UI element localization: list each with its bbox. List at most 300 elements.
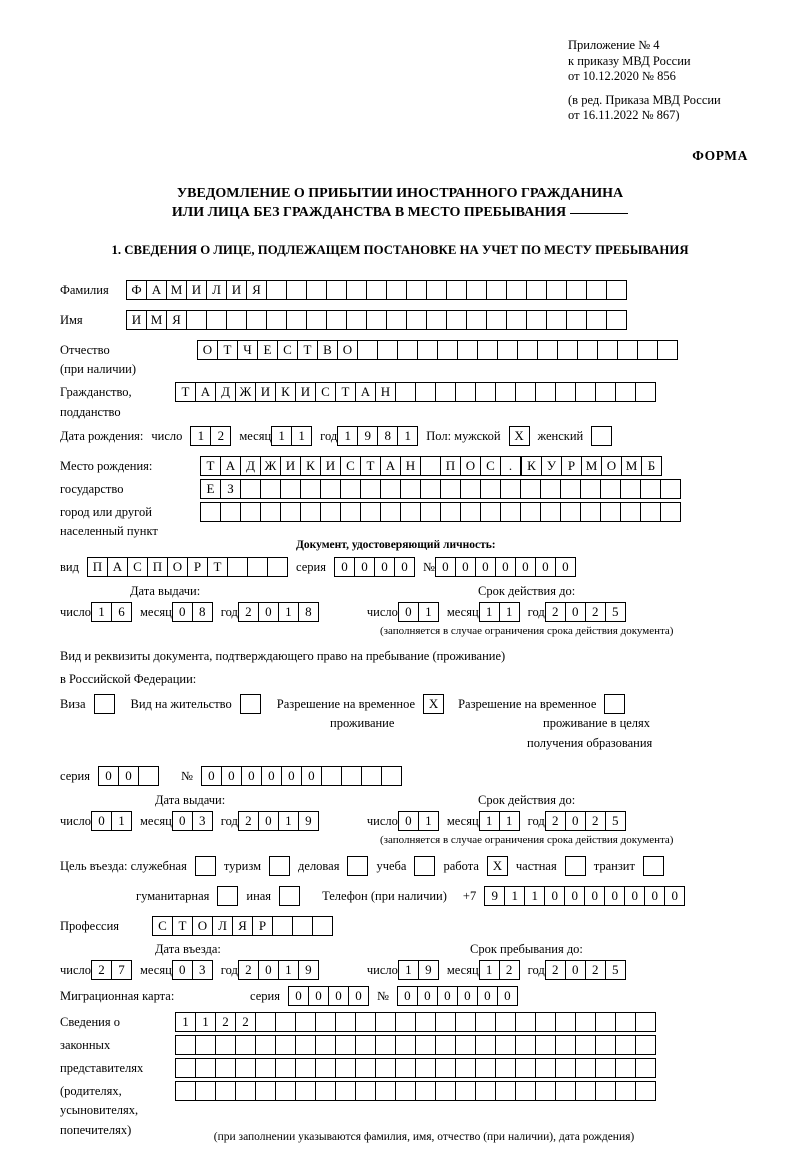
profession-boxes[interactable] — [152, 916, 333, 936]
residence-permit-checkbox[interactable] — [240, 694, 261, 714]
char-box[interactable]: Р — [187, 557, 208, 577]
char-box[interactable]: Я — [232, 916, 253, 936]
birthplace-city-boxes-row3[interactable] — [200, 502, 681, 522]
char-box[interactable]: 0 — [584, 886, 605, 906]
char-box[interactable] — [417, 340, 438, 360]
char-box[interactable]: 2 — [585, 602, 606, 622]
char-box[interactable] — [455, 1035, 476, 1055]
char-box[interactable]: 0 — [354, 557, 375, 577]
char-box[interactable] — [275, 1035, 296, 1055]
char-box[interactable] — [380, 479, 401, 499]
char-box[interactable] — [340, 502, 361, 522]
char-box[interactable]: Т — [217, 340, 238, 360]
char-box[interactable]: О — [337, 340, 358, 360]
char-box[interactable] — [437, 340, 458, 360]
char-box[interactable] — [300, 479, 321, 499]
char-box[interactable]: 0 — [301, 766, 322, 786]
purpose-tourism-checkbox[interactable] — [269, 856, 290, 876]
char-box[interactable]: Р — [561, 456, 582, 476]
migration-card-number-boxes[interactable] — [397, 986, 518, 1006]
char-box[interactable]: 0 — [394, 557, 415, 577]
char-box[interactable]: 1 — [337, 426, 358, 446]
char-box[interactable]: Ж — [235, 382, 256, 402]
char-box[interactable] — [637, 340, 658, 360]
char-box[interactable]: 0 — [664, 886, 685, 906]
char-box[interactable] — [600, 479, 621, 499]
char-box[interactable]: 0 — [374, 557, 395, 577]
char-box[interactable]: А — [355, 382, 376, 402]
char-box[interactable]: 9 — [298, 811, 319, 831]
char-box[interactable] — [426, 310, 447, 330]
char-box[interactable] — [215, 1035, 236, 1055]
char-box[interactable]: 0 — [172, 811, 193, 831]
char-box[interactable]: Т — [335, 382, 356, 402]
char-box[interactable] — [580, 502, 601, 522]
char-box[interactable]: Ф — [126, 280, 147, 300]
char-box[interactable]: 1 — [418, 811, 439, 831]
char-box[interactable]: 0 — [241, 766, 262, 786]
char-box[interactable]: С — [127, 557, 148, 577]
char-box[interactable]: 0 — [644, 886, 665, 906]
char-box[interactable] — [620, 479, 641, 499]
char-box[interactable] — [595, 1035, 616, 1055]
char-box[interactable] — [366, 310, 387, 330]
char-box[interactable] — [560, 502, 581, 522]
char-box[interactable] — [615, 382, 636, 402]
char-box[interactable] — [635, 1035, 656, 1055]
char-box[interactable] — [600, 502, 621, 522]
char-box[interactable]: 2 — [585, 811, 606, 831]
char-box[interactable]: 0 — [398, 602, 419, 622]
char-box[interactable] — [406, 310, 427, 330]
purpose-humanitarian-checkbox[interactable] — [217, 886, 238, 906]
char-box[interactable] — [440, 502, 461, 522]
char-box[interactable] — [475, 1012, 496, 1032]
char-box[interactable] — [247, 557, 268, 577]
char-box[interactable]: 2 — [210, 426, 231, 446]
purpose-official-checkbox[interactable] — [195, 856, 216, 876]
char-box[interactable]: О — [460, 456, 481, 476]
char-box[interactable] — [360, 502, 381, 522]
char-box[interactable]: 0 — [475, 557, 496, 577]
phone-boxes[interactable] — [484, 886, 685, 906]
char-box[interactable]: М — [581, 456, 602, 476]
char-box[interactable] — [500, 479, 521, 499]
sex-female-checkbox[interactable] — [591, 426, 612, 446]
char-box[interactable] — [537, 340, 558, 360]
char-box[interactable] — [415, 1081, 436, 1101]
char-box[interactable] — [555, 382, 576, 402]
char-box[interactable]: 0 — [348, 986, 369, 1006]
doc-series-boxes[interactable] — [334, 557, 415, 577]
char-box[interactable] — [517, 340, 538, 360]
char-box[interactable] — [355, 1035, 376, 1055]
char-box[interactable]: О — [167, 557, 188, 577]
char-box[interactable] — [321, 766, 342, 786]
char-box[interactable] — [195, 1081, 216, 1101]
char-box[interactable] — [400, 479, 421, 499]
char-box[interactable]: Т — [297, 340, 318, 360]
char-box[interactable]: Б — [641, 456, 662, 476]
char-box[interactable] — [506, 310, 527, 330]
char-box[interactable] — [420, 479, 441, 499]
char-box[interactable] — [615, 1012, 636, 1032]
purpose-business-checkbox[interactable] — [347, 856, 368, 876]
char-box[interactable] — [466, 310, 487, 330]
doc-valid-month-boxes[interactable] — [479, 602, 520, 622]
char-box[interactable]: 5 — [605, 960, 626, 980]
char-box[interactable]: И — [320, 456, 341, 476]
permit-issue-year-boxes[interactable] — [238, 811, 319, 831]
char-box[interactable]: 9 — [418, 960, 439, 980]
doc-valid-day-boxes[interactable] — [398, 602, 439, 622]
char-box[interactable] — [400, 502, 421, 522]
char-box[interactable] — [320, 479, 341, 499]
char-box[interactable] — [455, 382, 476, 402]
birth-day-boxes[interactable] — [190, 426, 231, 446]
char-box[interactable] — [477, 340, 498, 360]
char-box[interactable]: И — [295, 382, 316, 402]
char-box[interactable]: 0 — [565, 960, 586, 980]
char-box[interactable] — [566, 280, 587, 300]
char-box[interactable] — [340, 479, 361, 499]
char-box[interactable] — [460, 479, 481, 499]
char-box[interactable] — [435, 1035, 456, 1055]
char-box[interactable] — [406, 280, 427, 300]
char-box[interactable]: Я — [246, 280, 267, 300]
char-box[interactable] — [557, 340, 578, 360]
visa-checkbox[interactable] — [94, 694, 115, 714]
char-box[interactable]: М — [621, 456, 642, 476]
char-box[interactable] — [326, 280, 347, 300]
char-box[interactable]: 2 — [545, 602, 566, 622]
char-box[interactable]: 0 — [624, 886, 645, 906]
char-box[interactable]: 1 — [504, 886, 525, 906]
char-box[interactable]: Т — [207, 557, 228, 577]
permit-valid-day-boxes[interactable] — [398, 811, 439, 831]
char-box[interactable] — [455, 1058, 476, 1078]
char-box[interactable]: Д — [240, 456, 261, 476]
edu-residence-checkbox[interactable] — [604, 694, 625, 714]
char-box[interactable] — [395, 1035, 416, 1055]
char-box[interactable] — [615, 1081, 636, 1101]
char-box[interactable]: 0 — [258, 602, 279, 622]
birthplace-city-boxes-row1[interactable] — [521, 456, 662, 476]
char-box[interactable] — [526, 310, 547, 330]
char-box[interactable]: Т — [200, 456, 221, 476]
char-box[interactable] — [515, 1012, 536, 1032]
char-box[interactable]: 0 — [535, 557, 556, 577]
char-box[interactable]: 0 — [98, 766, 119, 786]
char-box[interactable]: Е — [200, 479, 221, 499]
purpose-work-checkbox[interactable]: X — [487, 856, 508, 876]
char-box[interactable] — [315, 1035, 336, 1055]
char-box[interactable]: О — [601, 456, 622, 476]
char-box[interactable] — [366, 280, 387, 300]
doc-issue-year-boxes[interactable] — [238, 602, 319, 622]
char-box[interactable] — [335, 1012, 356, 1032]
char-box[interactable] — [346, 310, 367, 330]
char-box[interactable] — [315, 1081, 336, 1101]
char-box[interactable] — [195, 1035, 216, 1055]
char-box[interactable] — [577, 340, 598, 360]
char-box[interactable]: Т — [172, 916, 193, 936]
char-box[interactable] — [535, 1081, 556, 1101]
char-box[interactable]: 1 — [291, 426, 312, 446]
char-box[interactable]: 1 — [190, 426, 211, 446]
char-box[interactable] — [312, 916, 333, 936]
char-box[interactable] — [615, 1058, 636, 1078]
char-box[interactable] — [520, 479, 541, 499]
char-box[interactable] — [266, 280, 287, 300]
char-box[interactable] — [635, 382, 656, 402]
entry-month-boxes[interactable] — [172, 960, 213, 980]
char-box[interactable] — [295, 1081, 316, 1101]
char-box[interactable] — [575, 1081, 596, 1101]
char-box[interactable]: 2 — [238, 960, 259, 980]
stay-year-boxes[interactable] — [545, 960, 626, 980]
char-box[interactable] — [375, 1081, 396, 1101]
permit-number-boxes[interactable] — [201, 766, 402, 786]
char-box[interactable] — [595, 1081, 616, 1101]
char-box[interactable]: 0 — [172, 960, 193, 980]
char-box[interactable] — [475, 1081, 496, 1101]
char-box[interactable] — [395, 1058, 416, 1078]
stay-month-boxes[interactable] — [479, 960, 520, 980]
char-box[interactable]: 8 — [298, 602, 319, 622]
char-box[interactable]: 1 — [271, 426, 292, 446]
char-box[interactable] — [295, 1035, 316, 1055]
char-box[interactable]: О — [197, 340, 218, 360]
char-box[interactable] — [595, 1012, 616, 1032]
char-box[interactable] — [495, 382, 516, 402]
char-box[interactable] — [486, 310, 507, 330]
char-box[interactable]: 0 — [201, 766, 222, 786]
char-box[interactable]: К — [300, 456, 321, 476]
char-box[interactable]: 2 — [238, 811, 259, 831]
char-box[interactable]: И — [226, 280, 247, 300]
char-box[interactable] — [617, 340, 638, 360]
char-box[interactable] — [640, 502, 661, 522]
patronymic-boxes[interactable] — [197, 340, 678, 360]
legal-rep-boxes-row3[interactable] — [175, 1058, 656, 1078]
stay-day-boxes[interactable] — [398, 960, 439, 980]
char-box[interactable] — [540, 502, 561, 522]
char-box[interactable] — [540, 479, 561, 499]
char-box[interactable] — [535, 382, 556, 402]
permit-valid-year-boxes[interactable] — [545, 811, 626, 831]
char-box[interactable]: 0 — [334, 557, 355, 577]
char-box[interactable]: У — [541, 456, 562, 476]
char-box[interactable] — [195, 1058, 216, 1078]
char-box[interactable] — [306, 280, 327, 300]
char-box[interactable]: 0 — [328, 986, 349, 1006]
sex-male-checkbox[interactable]: X — [509, 426, 530, 446]
char-box[interactable] — [597, 340, 618, 360]
char-box[interactable] — [426, 280, 447, 300]
char-box[interactable]: И — [255, 382, 276, 402]
char-box[interactable] — [420, 456, 441, 476]
char-box[interactable] — [355, 1058, 376, 1078]
char-box[interactable] — [415, 1012, 436, 1032]
char-box[interactable]: 2 — [545, 811, 566, 831]
char-box[interactable]: 3 — [192, 811, 213, 831]
char-box[interactable] — [286, 280, 307, 300]
char-box[interactable] — [381, 766, 402, 786]
char-box[interactable]: О — [192, 916, 213, 936]
char-box[interactable]: 1 — [499, 602, 520, 622]
char-box[interactable] — [440, 479, 461, 499]
char-box[interactable]: 1 — [175, 1012, 196, 1032]
char-box[interactable] — [240, 502, 261, 522]
char-box[interactable]: 0 — [437, 986, 458, 1006]
char-box[interactable]: З — [220, 479, 241, 499]
char-box[interactable] — [635, 1058, 656, 1078]
char-box[interactable] — [635, 1081, 656, 1101]
name-boxes[interactable] — [126, 310, 627, 330]
char-box[interactable] — [377, 340, 398, 360]
char-box[interactable]: П — [147, 557, 168, 577]
char-box[interactable] — [215, 1058, 236, 1078]
char-box[interactable]: 1 — [278, 960, 299, 980]
char-box[interactable] — [495, 1081, 516, 1101]
legal-rep-boxes-row2[interactable] — [175, 1035, 656, 1055]
char-box[interactable]: М — [146, 310, 167, 330]
char-box[interactable] — [240, 479, 261, 499]
char-box[interactable] — [575, 1058, 596, 1078]
char-box[interactable]: 1 — [91, 602, 112, 622]
char-box[interactable] — [175, 1081, 196, 1101]
char-box[interactable]: Л — [212, 916, 233, 936]
char-box[interactable] — [220, 502, 241, 522]
doc-issue-day-boxes[interactable] — [91, 602, 132, 622]
char-box[interactable]: 1 — [499, 811, 520, 831]
char-box[interactable] — [486, 280, 507, 300]
char-box[interactable] — [615, 1035, 636, 1055]
char-box[interactable] — [335, 1035, 356, 1055]
char-box[interactable]: К — [275, 382, 296, 402]
legal-rep-boxes-row4[interactable] — [175, 1081, 656, 1101]
char-box[interactable]: 1 — [479, 960, 500, 980]
char-box[interactable] — [386, 310, 407, 330]
char-box[interactable] — [295, 1012, 316, 1032]
permit-issue-month-boxes[interactable] — [172, 811, 213, 831]
char-box[interactable]: 5 — [605, 602, 626, 622]
char-box[interactable] — [415, 1058, 436, 1078]
char-box[interactable] — [475, 1058, 496, 1078]
char-box[interactable] — [375, 1035, 396, 1055]
char-box[interactable]: 0 — [221, 766, 242, 786]
char-box[interactable] — [275, 1058, 296, 1078]
char-box[interactable]: 0 — [565, 811, 586, 831]
char-box[interactable]: Н — [375, 382, 396, 402]
char-box[interactable] — [415, 382, 436, 402]
char-box[interactable]: 3 — [192, 960, 213, 980]
char-box[interactable] — [606, 310, 627, 330]
char-box[interactable] — [560, 479, 581, 499]
char-box[interactable] — [275, 1012, 296, 1032]
char-box[interactable]: 0 — [565, 602, 586, 622]
char-box[interactable] — [535, 1012, 556, 1032]
char-box[interactable]: 1 — [111, 811, 132, 831]
char-box[interactable]: 0 — [515, 557, 536, 577]
char-box[interactable] — [395, 382, 416, 402]
char-box[interactable] — [455, 1081, 476, 1101]
char-box[interactable] — [526, 280, 547, 300]
char-box[interactable]: А — [380, 456, 401, 476]
surname-boxes[interactable] — [126, 280, 627, 300]
char-box[interactable] — [640, 479, 661, 499]
char-box[interactable] — [595, 1058, 616, 1078]
char-box[interactable] — [575, 1012, 596, 1032]
char-box[interactable]: Д — [215, 382, 236, 402]
char-box[interactable] — [361, 766, 382, 786]
char-box[interactable]: А — [195, 382, 216, 402]
char-box[interactable]: 6 — [111, 602, 132, 622]
char-box[interactable]: 0 — [477, 986, 498, 1006]
char-box[interactable] — [555, 1035, 576, 1055]
char-box[interactable]: Т — [360, 456, 381, 476]
char-box[interactable] — [175, 1058, 196, 1078]
char-box[interactable]: 1 — [278, 811, 299, 831]
temp-residence-checkbox[interactable]: X — [423, 694, 444, 714]
birth-year-boxes[interactable] — [337, 426, 418, 446]
char-box[interactable]: П — [440, 456, 461, 476]
char-box[interactable] — [515, 1058, 536, 1078]
char-box[interactable] — [446, 280, 467, 300]
char-box[interactable] — [266, 310, 287, 330]
char-box[interactable]: Р — [252, 916, 273, 936]
doc-valid-year-boxes[interactable] — [545, 602, 626, 622]
char-box[interactable] — [535, 1058, 556, 1078]
char-box[interactable]: И — [186, 280, 207, 300]
char-box[interactable]: 0 — [288, 986, 309, 1006]
char-box[interactable]: Ж — [260, 456, 281, 476]
permit-valid-month-boxes[interactable] — [479, 811, 520, 831]
char-box[interactable]: 1 — [398, 960, 419, 980]
char-box[interactable] — [500, 502, 521, 522]
entry-day-boxes[interactable] — [91, 960, 132, 980]
char-box[interactable] — [200, 502, 221, 522]
char-box[interactable] — [595, 382, 616, 402]
char-box[interactable]: Ч — [237, 340, 258, 360]
char-box[interactable] — [320, 502, 341, 522]
char-box[interactable] — [306, 310, 327, 330]
char-box[interactable] — [206, 310, 227, 330]
char-box[interactable]: 0 — [172, 602, 193, 622]
char-box[interactable] — [475, 1035, 496, 1055]
char-box[interactable]: 2 — [545, 960, 566, 980]
char-box[interactable]: 0 — [261, 766, 282, 786]
char-box[interactable] — [335, 1058, 356, 1078]
birthplace-state-boxes[interactable] — [200, 456, 521, 476]
char-box[interactable] — [255, 1081, 276, 1101]
char-box[interactable] — [495, 1058, 516, 1078]
char-box[interactable]: А — [107, 557, 128, 577]
char-box[interactable] — [397, 340, 418, 360]
char-box[interactable]: 9 — [357, 426, 378, 446]
entry-year-boxes[interactable] — [238, 960, 319, 980]
char-box[interactable]: 0 — [258, 811, 279, 831]
char-box[interactable] — [275, 1081, 296, 1101]
char-box[interactable] — [457, 340, 478, 360]
char-box[interactable] — [480, 502, 501, 522]
doc-issue-month-boxes[interactable] — [172, 602, 213, 622]
char-box[interactable] — [495, 1012, 516, 1032]
char-box[interactable] — [546, 310, 567, 330]
char-box[interactable] — [420, 502, 441, 522]
char-box[interactable]: С — [152, 916, 173, 936]
